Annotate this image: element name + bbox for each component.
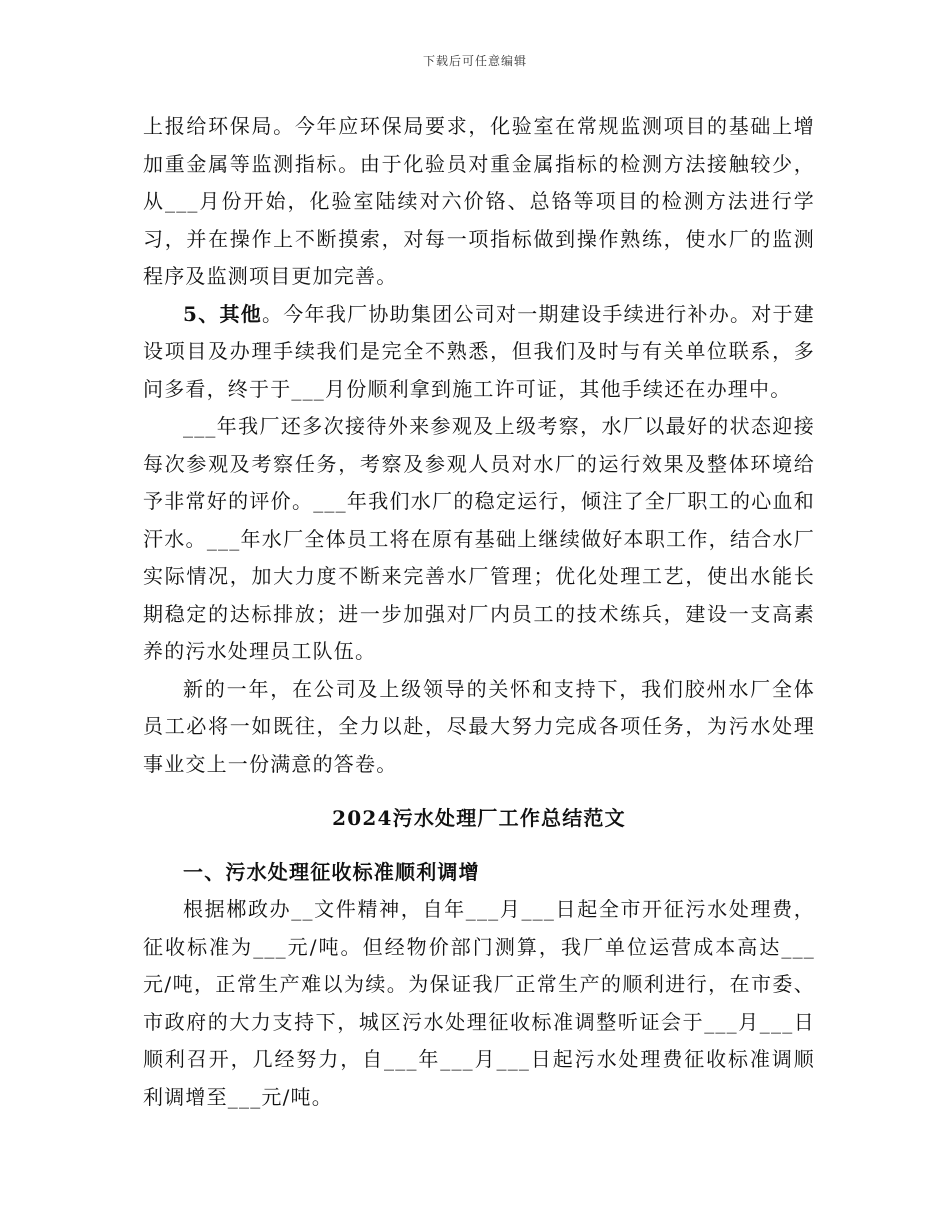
section-title: 2024污水处理厂工作总结范文 <box>332 806 626 830</box>
paragraph-other <box>143 296 815 409</box>
paragraph-other-label: 5、其他 <box>183 301 263 326</box>
paragraph-lab-monitoring: 上报给环保局。今年应环保局要求，化验室在常规监测项目的基础上增加重金属等监测指标。由于化验员对重金属指标的检测方法接触较少，从___月份开始，化验室陆续对六价铬、总铬等项目的检测方法进行学习，并在操作上不断摸索，对每一项指标做到操作熟练，使水厂的监测程序及监测项目更加完善。 <box>143 114 815 288</box>
document-body <box>143 108 815 1116</box>
paragraph-fee-standard: 根据郴政办__文件精神，自年___月___日起全市开征污水处理费，征收标准为___元/吨。但经物价部门测算，我厂单位运营成本高达___元/吨，正常生产难以为续。为保证我厂正常生产的顺利进行，在市委、市政府的大力支持下，城区污水处理征收标准调整听证会于___月___日顺利召开，几经努力，自___年___月___日起污水处理费征收标准调顺利调增至___元/吨。 <box>143 897 815 1109</box>
paragraph-visits-summary: ___年我厂还多次接待外来参观及上级考察，水厂以最好的状态迎接每次参观及考察任务，考察及参观人员对水厂的运行效果及整体环境给予非常好的评价。___年我们水厂的稳定运行，倾注了全厂职工的心血和汗水。___年水厂全体员工将在原有基础上继续做好本职工作，结合水厂实际情况，加大力度不断来完善水厂管理；优化处理工艺，使出水能长期稳定的达标排放；进一步加强对厂内员工的技术练兵，建设一支高素养的污水处理员工队伍。 <box>143 414 815 663</box>
page-header-note: 下载后可任意编辑 <box>422 54 527 68</box>
section-heading: 一、污水处理征收标准顺利调增 <box>183 859 480 884</box>
paragraph-new-year: 新的一年，在公司及上级领导的关怀和支持下，我们胶州水厂全体员工必将一如既往，全力以赴，尽最大努力完成各项任务，为污水处理事业交上一份满意的答卷。 <box>143 676 815 776</box>
paragraph-other-text: 。今年我厂协助集团公司对一期建设手续进行补办。对于建设项目及办理手续我们是完全不熟悉，但我们及时与有关单位联系，多问多看，终于于___月份顺利拿到施工许可证，其他手续还在办理中。 <box>143 301 816 401</box>
